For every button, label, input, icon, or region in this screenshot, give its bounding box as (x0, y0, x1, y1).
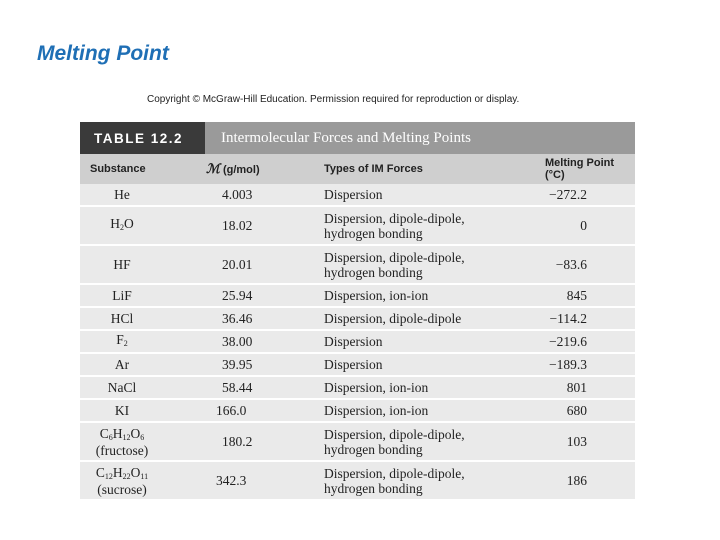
forces-line: hydrogen bonding (324, 264, 423, 280)
cell-im-forces: Dispersion, ion-ion (324, 380, 429, 395)
formula-subscript: 2 (120, 223, 124, 232)
cell-melting-point: 103 (566, 433, 587, 449)
table-row (80, 246, 635, 285)
formula-subscript: 22 (122, 471, 131, 481)
cell-melting-point: 801 (566, 379, 587, 395)
formula-part: H (110, 216, 120, 231)
compound-name: (sucrose) (97, 481, 147, 497)
formula-part: C (99, 425, 109, 441)
table-row (80, 184, 635, 207)
cell-molar-mass: 4.003 (222, 186, 253, 202)
cell-im-forces: Dispersion (324, 334, 383, 349)
table-row (80, 308, 635, 331)
formula-subscript: 2 (123, 339, 128, 348)
formula-subscript: 12 (104, 471, 113, 481)
table-row (80, 400, 635, 423)
compound-name: (fructose) (95, 442, 149, 458)
cell-melting-point: −189.3 (549, 356, 587, 372)
cell-im-forces: Dispersion, dipole-dipole (324, 311, 462, 326)
cell-molar-mass: 38.00 (222, 333, 253, 349)
cell-im-forces (277, 250, 472, 280)
cell-substance: HCl (110, 311, 134, 326)
forces-line: Dispersion, dipole-dipole, (324, 210, 465, 226)
formula-part: H (112, 464, 123, 480)
header-im-forces: Types of IM Forces (324, 162, 423, 175)
forces-line: hydrogen bonding (324, 480, 423, 496)
cell-melting-point: 0 (580, 217, 587, 233)
cell-im-forces (277, 211, 472, 241)
cell-substance: He (114, 187, 130, 202)
cell-im-forces (277, 427, 472, 457)
cell-molar-mass: 58.44 (222, 379, 253, 395)
cell-substance: HF (113, 257, 131, 272)
forces-line: Dispersion, dipole-dipole, (324, 249, 465, 265)
forces-line: Dispersion, dipole-dipole, (324, 426, 465, 442)
table-row (80, 354, 635, 377)
cell-molar-mass: 342.3 (216, 472, 247, 488)
cell-substance (80, 427, 164, 457)
cell-melting-point: 186 (566, 472, 587, 488)
formula-subscript: 11 (140, 471, 149, 481)
table-row (80, 285, 635, 308)
forces-line: Dispersion, dipole-dipole, (324, 465, 465, 481)
header-melting-point: Melting Point (°C) (545, 157, 615, 181)
forces-line: hydrogen bonding (324, 441, 423, 457)
cell-im-forces: Dispersion (324, 357, 383, 372)
molar-mass-symbol: ℳ (206, 161, 220, 176)
melting-point-table (80, 122, 635, 501)
formula-part: C (95, 464, 105, 480)
cell-molar-mass: 25.94 (222, 287, 253, 303)
formula-part: F (116, 332, 124, 347)
table-row (80, 207, 635, 246)
cell-molar-mass: 166.0 (216, 402, 247, 418)
cell-melting-point: −83.6 (555, 256, 587, 272)
cell-substance (80, 217, 164, 234)
cell-molar-mass: 180.2 (222, 433, 253, 449)
formula-subscript: 6 (108, 432, 113, 442)
cell-molar-mass: 18.02 (222, 217, 253, 233)
cell-substance: NaCl (107, 380, 137, 395)
cell-im-forces: Dispersion, ion-ion (324, 288, 429, 303)
table-header-bar (80, 122, 635, 154)
header-molar-mass (164, 161, 277, 177)
cell-substance: Ar (114, 357, 130, 372)
table-row (80, 377, 635, 400)
cell-melting-point: 845 (566, 287, 587, 303)
cell-melting-point: −114.2 (549, 310, 587, 326)
forces-line: hydrogen bonding (324, 225, 423, 241)
table-row (80, 423, 635, 462)
cell-im-forces (277, 466, 472, 496)
cell-im-forces: Dispersion, ion-ion (324, 403, 429, 418)
column-headers (80, 154, 635, 184)
cell-molar-mass: 36.46 (222, 310, 253, 326)
table-row (80, 462, 635, 501)
molar-mass-unit: (g/mol) (219, 164, 260, 176)
formula (80, 427, 164, 444)
formula-part: O (130, 425, 141, 441)
formula-part: O (124, 216, 134, 231)
cell-melting-point: 680 (566, 402, 587, 418)
cell-substance: LiF (112, 288, 132, 303)
cell-melting-point: −272.2 (549, 186, 587, 202)
cell-substance (80, 333, 164, 350)
table-row (80, 331, 635, 354)
slide-title: Melting Point (37, 42, 169, 65)
cell-molar-mass: 20.01 (222, 256, 253, 272)
table-label: TABLE 12.2 (80, 122, 205, 154)
cell-substance: KI (114, 403, 130, 418)
table-caption: Intermolecular Forces and Melting Points (205, 122, 635, 154)
cell-im-forces: Dispersion (324, 187, 383, 202)
header-substance: Substance (90, 162, 146, 175)
formula-part: O (130, 464, 141, 480)
cell-melting-point: −219.6 (549, 333, 587, 349)
cell-substance (80, 466, 164, 496)
cell-molar-mass: 39.95 (222, 356, 253, 372)
formula-subscript: 12 (122, 432, 131, 442)
formula (80, 466, 164, 483)
formula-part: H (112, 425, 123, 441)
copyright-notice: Copyright © McGraw-Hill Education. Permission required for reproduction or display. (147, 94, 520, 105)
formula-subscript: 6 (140, 432, 145, 442)
